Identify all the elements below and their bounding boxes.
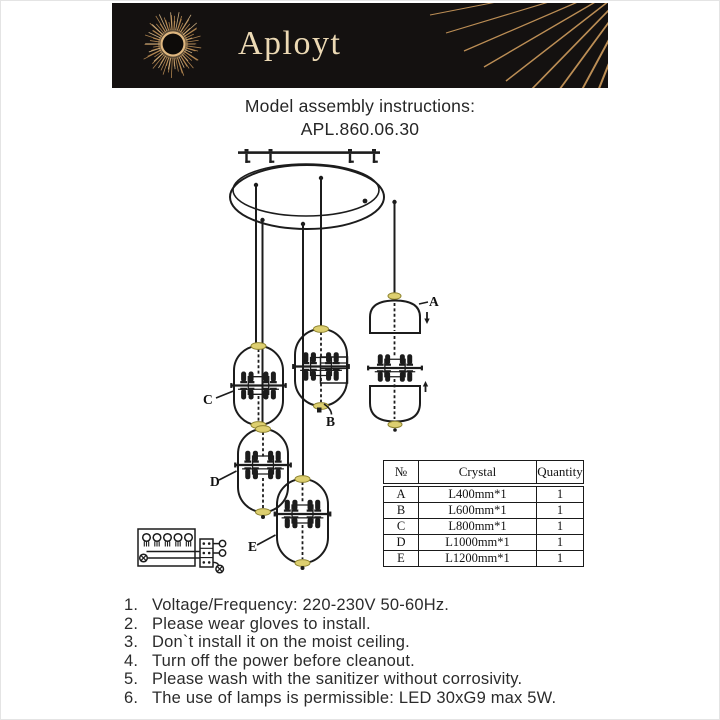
ceiling-canopy [230,164,384,229]
instruction-item: Voltage/Frequency: 220-230V 50-60Hz. [152,596,450,614]
cell-qty: 1 [537,503,584,519]
instruction-item: The use of lamps is permissible: LED 30xG9 max 5W. [152,688,557,707]
cell-crystal: L1000mm*1 [419,535,537,551]
instruction-item: Please wear gloves to install. [152,614,371,633]
brand-logo-text: Aployt [238,25,342,62]
col-header-no: № [384,461,419,486]
cable-tops [254,176,397,226]
instruction-item: Please wash with the sanitizer without corrosivity. [152,670,523,689]
col-header-crystal: Crystal [419,461,537,486]
cell-qty: 1 [537,551,584,567]
cell-no: A [384,485,419,503]
lamp-shade-d [219,426,292,519]
table-row [384,551,584,567]
cell-crystal: L1200mm*1 [419,551,537,567]
lamp-shade-c [216,343,287,429]
cell-crystal: L600mm*1 [419,503,537,519]
table-row [384,519,584,535]
page-title: Model assembly instructions: [244,96,476,116]
table-row [384,503,584,519]
table-header-row [384,461,584,486]
cell-qty: 1 [537,519,584,535]
crystal-spec-table [383,460,584,567]
lamp-shade-a-exploded [367,293,430,432]
starburst-logo-icon [144,12,202,78]
mount-bar [238,149,380,163]
table-row [384,485,584,503]
diagram-label-e: E [248,539,258,554]
wiring-schematic [138,529,226,573]
band-decor [112,3,608,88]
cell-no: D [384,535,419,551]
cell-qty: 1 [537,485,584,503]
cell-crystal: L400mm*1 [419,485,537,503]
cell-no: E [384,551,419,567]
model-number: APL.860.06.30 [300,118,420,139]
table-row [384,535,584,551]
corner-rays-icon [430,3,608,88]
diagram-label-d: D [210,474,220,489]
cell-qty: 1 [537,535,584,551]
title-block [0,95,720,140]
cell-crystal: L800mm*1 [419,519,537,535]
instruction-item: Don`t install it on the moist ceiling. [152,633,410,652]
col-header-quantity: Quantity [537,461,584,486]
instruction-item: Turn off the power before cleanout. [152,651,415,670]
diagram-label-c: C [203,392,213,407]
diagram-label-b: B [326,414,336,429]
lamp-shade-e [257,476,331,570]
cell-no: B [384,503,419,519]
diagram-label-a: A [429,294,439,309]
brand-band [112,3,608,88]
lamp-shade-b [292,326,350,415]
safety-instructions-list [124,596,556,708]
cell-no: C [384,519,419,535]
